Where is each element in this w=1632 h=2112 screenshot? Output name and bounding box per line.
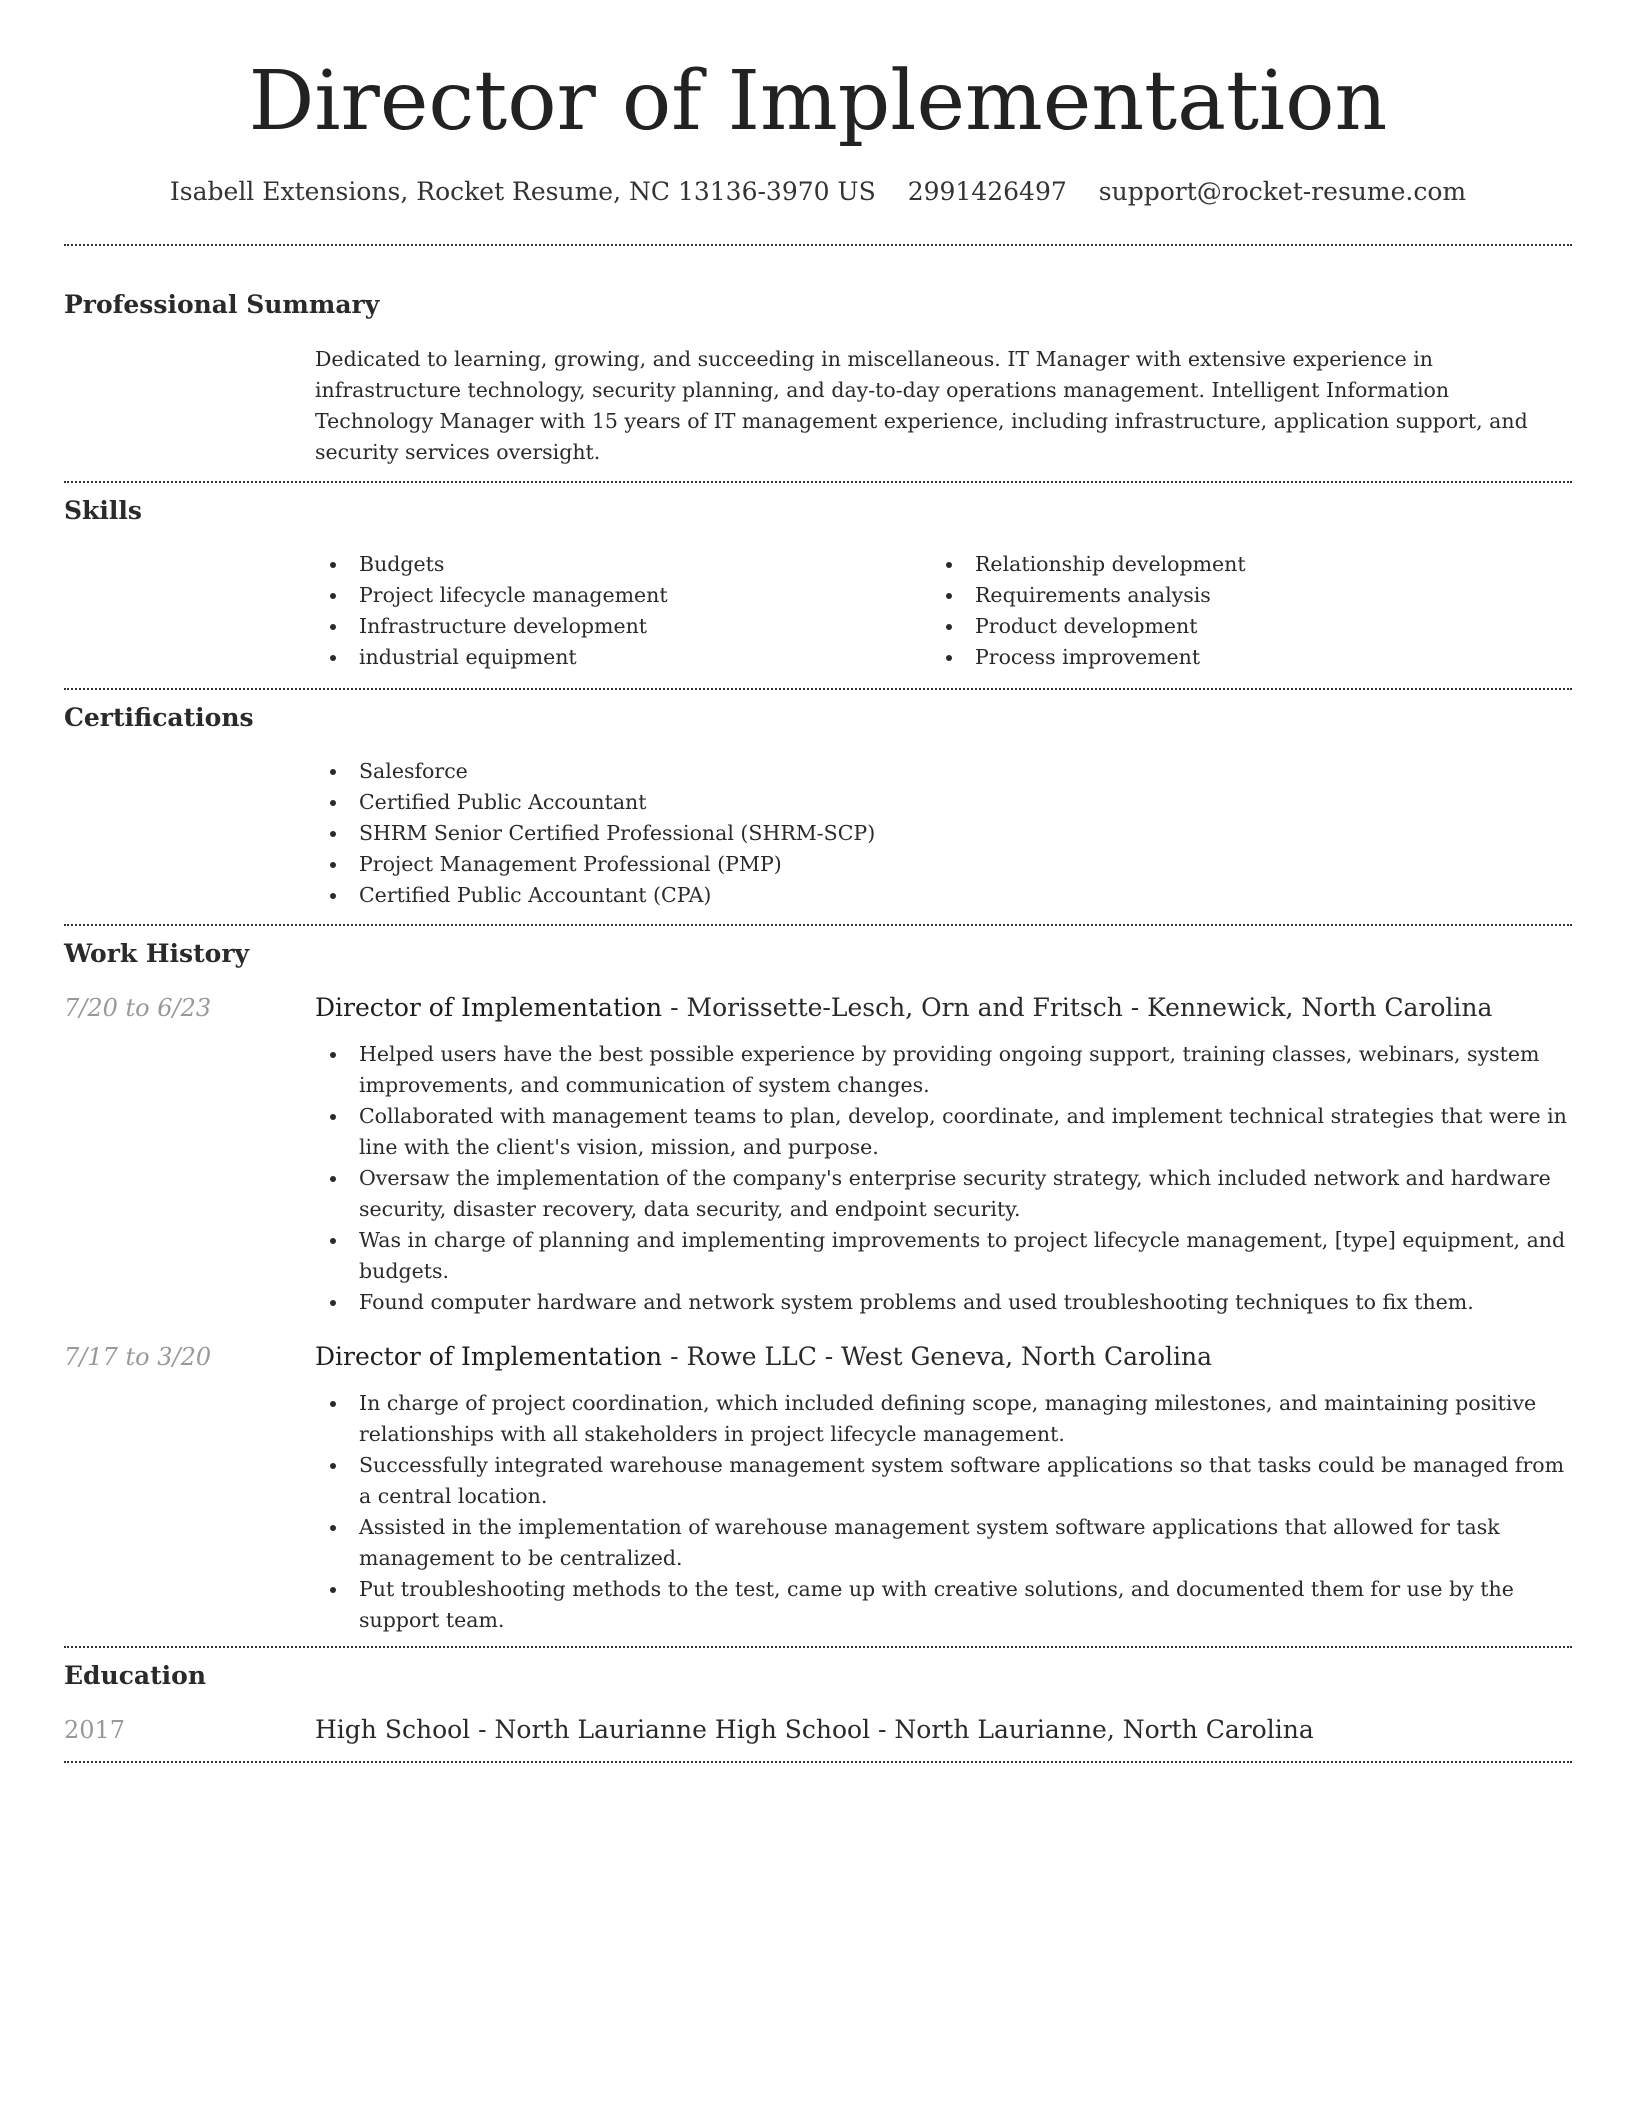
summary-heading: Professional Summary [64, 290, 380, 319]
certification-item: Certified Public Accountant (CPA) [315, 880, 1572, 911]
candidate-name: Director of Implementation [248, 54, 1388, 149]
education-line: High School - North Laurianne High School - North Laurianne, North Carolina [315, 1715, 1314, 1744]
certification-item: Salesforce [315, 756, 1572, 787]
job-bullet: Collaborated with management teams to plan, develop, coordinate, and implement technical strategies that were in line with the client's vision, mission, and purpose. [315, 1101, 1572, 1163]
education-section [64, 1648, 1572, 1761]
skills-right-list [931, 549, 1547, 673]
skills-heading: Skills [64, 496, 142, 525]
summary-text: Dedicated to learning, growing, and succeeding in miscellaneous. IT Manager with extensive experience in infrastructure technology, security planning, and day-to-day operations management. Intelligent Information Technology Manager with 15 years of IT management experience, including infrastructure, application support, and security services oversight. [315, 347, 1528, 464]
job-title: Director of Implementation [315, 993, 663, 1022]
certification-item: SHRM Senior Certified Professional (SHRM-SCP) [315, 818, 1572, 849]
job-bullets [315, 1388, 1572, 1636]
job-entry [64, 991, 1572, 1318]
education-date: 2017 [64, 1716, 126, 1744]
summary-section [64, 246, 1572, 481]
work-history-heading: Work History [64, 939, 250, 968]
certifications-list [315, 756, 1572, 911]
skills-left-list [315, 549, 931, 673]
certifications-section [64, 690, 1572, 924]
job-entry [64, 1340, 1572, 1636]
skill-item: Infrastructure development [315, 611, 931, 642]
job-bullets [315, 1039, 1572, 1318]
job-bullet: In charge of project coordination, which included defining scope, managing milestones, and maintaining positive relationships with all stakeholders in project lifecycle management. [315, 1388, 1572, 1450]
job-heading [315, 1340, 1212, 1374]
contact-email: support@rocket-resume.com [1098, 177, 1467, 206]
skill-item: Project lifecycle management [315, 580, 931, 611]
resume-page [64, 0, 1572, 1763]
job-dates: 7/17 to 3/20 [64, 1343, 212, 1371]
education-heading: Education [64, 1661, 207, 1690]
job-bullet: Oversaw the implementation of the company's enterprise security strategy, which included network and hardware security, disaster recovery, data security, and endpoint security. [315, 1163, 1572, 1225]
job-bullet: Found computer hardware and network system problems and used troubleshooting techniques to fix them. [315, 1287, 1572, 1318]
certification-item: Certified Public Accountant [315, 787, 1572, 818]
skill-item: Requirements analysis [931, 580, 1547, 611]
skill-item: Budgets [315, 549, 931, 580]
work-history-section [64, 926, 1572, 1646]
skill-item: Process improvement [931, 642, 1547, 673]
job-employer-location: - Rowe LLC - West Geneva, North Carolina [662, 1342, 1213, 1371]
certification-item: Project Management Professional (PMP) [315, 849, 1572, 880]
job-heading [315, 991, 1492, 1025]
contact-phone: 2991426497 [907, 177, 1067, 206]
certifications-heading: Certifications [64, 703, 254, 732]
job-employer-location: - Morissette-Lesch, Orn and Fritsch - Kennewick, North Carolina [662, 993, 1493, 1022]
section-divider [64, 1761, 1572, 1763]
job-dates: 7/20 to 6/23 [64, 994, 212, 1022]
job-bullet: Helped users have the best possible experience by providing ongoing support, training classes, webinars, system improvements, and communication of system changes. [315, 1039, 1572, 1101]
job-title: Director of Implementation [315, 1342, 663, 1371]
skills-section [64, 483, 1572, 688]
job-bullet: Was in charge of planning and implementing improvements to project lifecycle management, [type] equipment, and budgets. [315, 1225, 1572, 1287]
skill-item: industrial equipment [315, 642, 931, 673]
skill-item: Relationship development [931, 549, 1547, 580]
contact-address: Isabell Extensions, Rocket Resume, NC 13136-3970 US [169, 177, 876, 206]
contact-line [64, 174, 1572, 210]
skill-item: Product development [931, 611, 1547, 642]
job-bullet: Put troubleshooting methods to the test, came up with creative solutions, and documented them for use by the support team. [315, 1574, 1572, 1636]
job-bullet: Assisted in the implementation of warehouse management system software applications that allowed for task management to be centralized. [315, 1512, 1572, 1574]
job-bullet: Successfully integrated warehouse management system software applications so that tasks could be managed from a central location. [315, 1450, 1572, 1512]
